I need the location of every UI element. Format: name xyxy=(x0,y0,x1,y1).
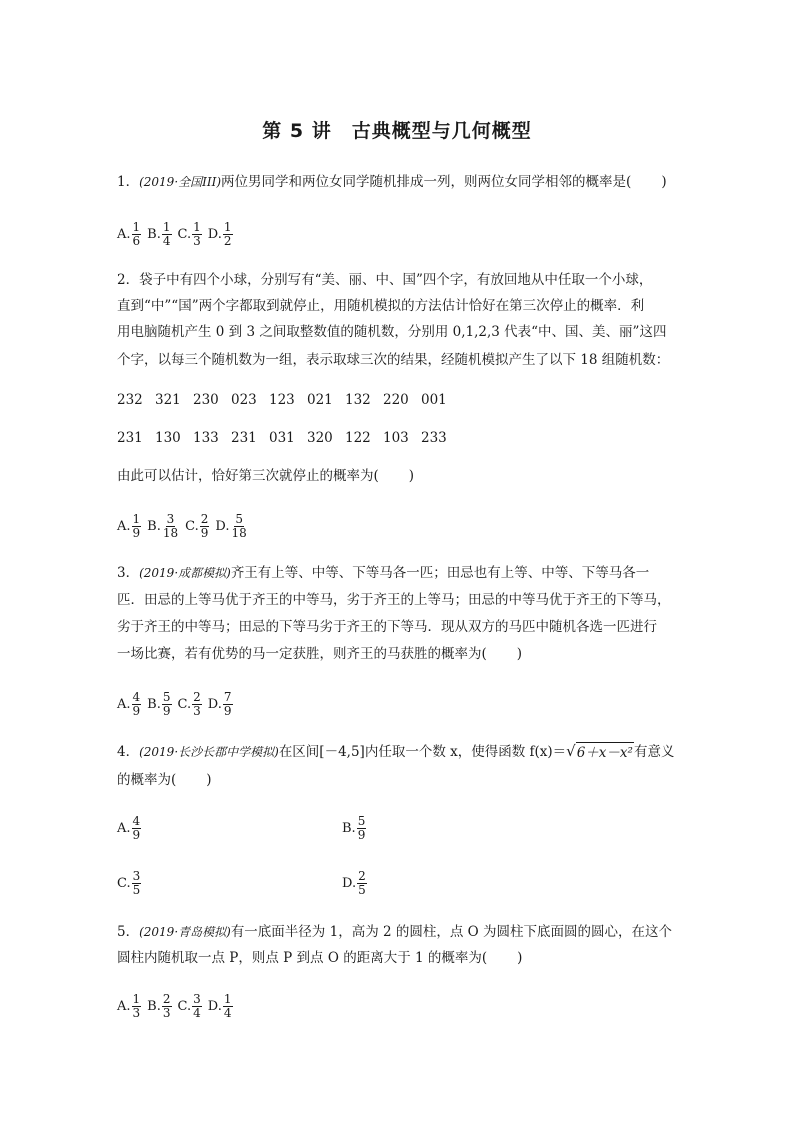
question-2-line: 用电脑随机产生 0 到 3 之间取整数值的随机数，分别用 0,1,2,3 代表“中、国、美、丽”这四 xyxy=(117,324,667,340)
option: C. $\frac{3}{5}$ xyxy=(117,868,141,897)
sqrt-expression: √ 6＋x－x² xyxy=(566,742,633,761)
option: B. $\frac{5}{9}$ xyxy=(147,689,171,718)
question-1-source: (2019·全国III) xyxy=(139,175,222,189)
option: C. $\frac{3}{4}$ xyxy=(177,991,201,1020)
random-number: 023 xyxy=(231,392,257,408)
question-1 xyxy=(117,172,682,192)
question-2-line: 个字，以每三个随机数为一组，表示取球三次的结果，经随机模拟产生了以下 18 组随机数： xyxy=(117,352,670,368)
page-title: 第 5 讲 古典概型与几何概型 xyxy=(262,120,532,142)
question-3-options xyxy=(117,686,239,722)
random-number: 001 xyxy=(421,392,447,408)
option: B. $\frac{3}{18}$ xyxy=(147,511,179,540)
question-3-line: 劣于齐王的中等马；田忌的下等马劣于齐王的下等马．现从双方的马匹中随机各选一匹进行 xyxy=(117,619,657,635)
option: B. $\frac{5}{9}$ xyxy=(342,813,366,842)
question-1-number: 1． xyxy=(117,174,140,190)
random-numbers-row-1 xyxy=(117,390,459,410)
question-3-line: 3．(2019·成都模拟)齐王有上等、中等、下等马各一匹；田忌也有上等、中等、下等马各一 xyxy=(117,565,650,581)
question-1-text: 两位男同学和两位女同学随机排成一列，则两位女同学相邻的概率是( xyxy=(221,174,632,190)
question-5-options xyxy=(117,988,239,1024)
option: C. $\frac{2}{3}$ xyxy=(177,689,201,718)
question-5-line: 圆柱内随机取一点 P，则点 P 到点 O 的距离大于 1 的概率为( ) xyxy=(117,950,523,966)
question-2-line: 2．袋子中有四个小球，分别写有“美、丽、中、国”四个字，有放回地从中任取一个小球， xyxy=(117,272,653,288)
question-1-options xyxy=(117,216,239,252)
option: C. $\frac{1}{3}$ xyxy=(177,219,201,248)
random-number: 130 xyxy=(155,430,181,446)
option: D. $\frac{2}{5}$ xyxy=(342,868,366,897)
random-number: 123 xyxy=(269,392,295,408)
random-number: 021 xyxy=(307,392,333,408)
question-1-close: ) xyxy=(661,174,667,190)
question-3-line: 匹．田忌的上等马优于齐王的中等马，劣于齐王的上等马；田忌的中等马优于齐王的下等马， xyxy=(117,592,671,608)
random-number: 320 xyxy=(307,430,333,446)
option: D. $\frac{1}{2}$ xyxy=(207,219,232,248)
random-number: 231 xyxy=(231,430,257,446)
question-3-line: 一场比赛，若有优势的马一定获胜，则齐王的马获胜的概率为( ) xyxy=(117,646,523,662)
option: B. $\frac{2}{3}$ xyxy=(147,991,171,1020)
random-number: 220 xyxy=(383,392,409,408)
question-5-line: 5．(2019·青岛模拟)有一底面半径为 1，高为 2 的圆柱，点 O 为圆柱下底面圆的圆心，在这个 xyxy=(117,924,673,940)
option: B. $\frac{1}{4}$ xyxy=(147,219,171,248)
random-number: 133 xyxy=(193,430,219,446)
random-number: 230 xyxy=(193,392,219,408)
question-2-question: 由此可以估计，恰好第三次就停止的概率为( ) xyxy=(117,468,415,484)
random-number: 321 xyxy=(155,392,181,408)
question-2-line: 直到“中”“国”两个字都取到就停止，用随机模拟的方法估计恰好在第三次停止的概率．利 xyxy=(117,298,645,314)
option: D. $\frac{5}{18}$ xyxy=(215,511,247,540)
random-numbers-row-2 xyxy=(117,428,459,448)
option: A. $\frac{1}{6}$ xyxy=(117,219,141,248)
question-4-line: 的概率为( ) xyxy=(117,772,212,788)
question-2-options xyxy=(117,508,254,544)
random-number: 031 xyxy=(269,430,295,446)
option: C. $\frac{2}{9}$ xyxy=(185,511,209,540)
random-number: 231 xyxy=(117,430,143,446)
random-number: 122 xyxy=(345,430,371,446)
random-number: 232 xyxy=(117,392,143,408)
question-4-line: 4．(2019·长沙长郡中学模拟)在区间[－4,5]内任取一个数 x，使得函数 f(x)＝ √ 6＋x－x² 有意义 xyxy=(117,742,675,761)
random-number: 103 xyxy=(383,430,409,446)
option: D. $\frac{7}{9}$ xyxy=(207,689,232,718)
random-number: 132 xyxy=(345,392,371,408)
option: A. $\frac{1}{9}$ xyxy=(117,511,141,540)
option: A. $\frac{4}{9}$ xyxy=(117,689,141,718)
random-number: 233 xyxy=(421,430,447,446)
option: D. $\frac{1}{4}$ xyxy=(207,991,232,1020)
option: A. $\frac{4}{9}$ xyxy=(117,813,141,842)
option: A. $\frac{1}{3}$ xyxy=(117,991,141,1020)
